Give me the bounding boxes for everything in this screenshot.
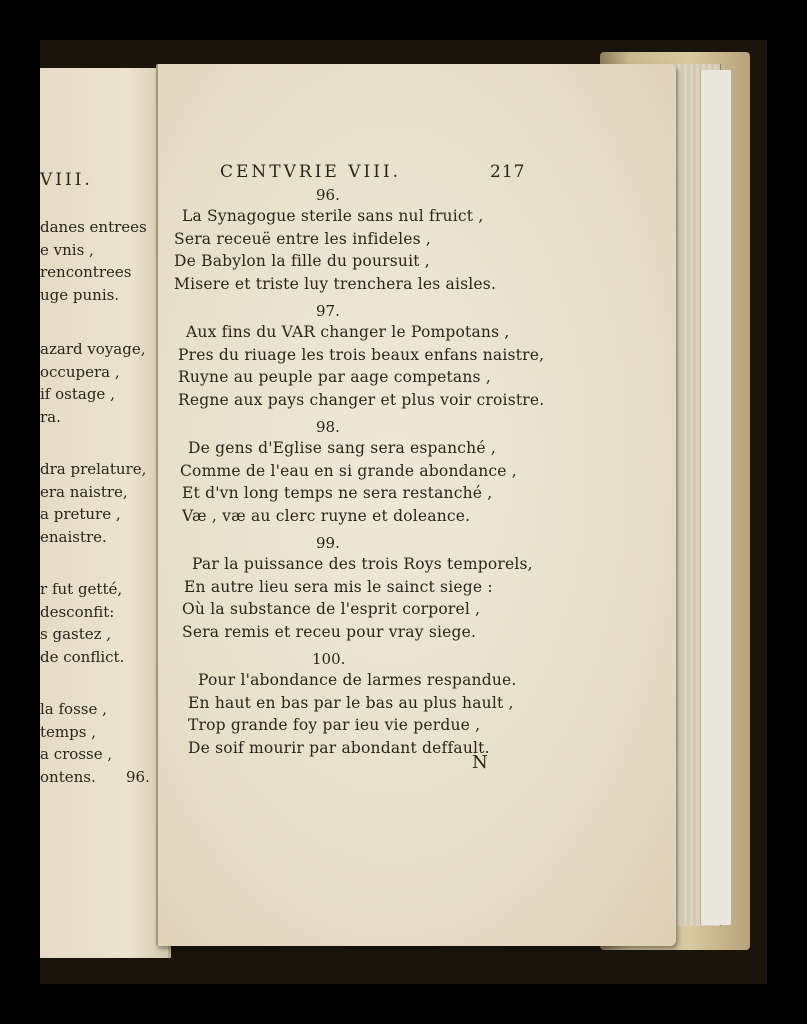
left-catchword: 96. bbox=[126, 768, 150, 786]
left-page-line: la fosse , bbox=[40, 700, 107, 718]
left-page-line: uge punis. bbox=[40, 285, 120, 304]
verse-line: Væ , væ au clerc ruyne et doleance. bbox=[182, 506, 471, 525]
endpaper bbox=[700, 70, 731, 925]
verse-line: Comme de l'eau en si grande abondance , bbox=[180, 461, 517, 480]
verse-line: La Synagogue sterile sans nul fruict , bbox=[182, 207, 484, 225]
verse-line: Aux fins du VAR changer le Pompotans , bbox=[186, 323, 510, 341]
verse-line: Sera receuë entre les infideles , bbox=[174, 229, 432, 248]
left-page-line: occupera , bbox=[40, 362, 120, 381]
verse-line: Pour l'abondance de larmes respandue. bbox=[198, 671, 517, 689]
quatrain-number: 96. bbox=[316, 186, 340, 204]
verse-line: Où la substance de l'esprit corporel , bbox=[182, 600, 481, 618]
verse-line: En haut en bas par le bas au plus hault , bbox=[188, 693, 514, 712]
left-page-line: if ostage , bbox=[40, 385, 115, 403]
left-page-line: de conflict. bbox=[40, 647, 125, 666]
left-page-line: rencontrees bbox=[40, 263, 132, 281]
left-page-line: desconfit: bbox=[40, 602, 115, 621]
verse-line: Misere et triste luy trenchera les aisles. bbox=[174, 274, 497, 293]
left-page-line: s gastez , bbox=[40, 625, 112, 643]
left-page-line: temps , bbox=[40, 722, 96, 741]
left-page-line: ontens. bbox=[40, 767, 96, 786]
verse-line: Regne aux pays changer et plus voir croistre. bbox=[178, 390, 545, 409]
left-page-line: a crosse , bbox=[40, 745, 113, 763]
left-page-line: dra prelature, bbox=[40, 460, 147, 478]
book-photo bbox=[40, 40, 767, 984]
right-page bbox=[156, 64, 676, 946]
left-page-line: e vnis , bbox=[40, 240, 94, 259]
left-page-line: era naistre, bbox=[40, 482, 128, 501]
verse-line: En autre lieu sera mis le sainct siege : bbox=[184, 577, 493, 596]
verse-line: Et d'vn long temps ne sera restanché , bbox=[182, 484, 493, 502]
quatrain-number: 99. bbox=[316, 534, 340, 552]
left-page-header: VIII. bbox=[40, 170, 93, 190]
verse-line: Par la puissance des trois Roys temporels, bbox=[192, 555, 533, 573]
left-page-line: enaistre. bbox=[40, 527, 107, 546]
verse-line: Sera remis et receu pour vray siege. bbox=[182, 622, 477, 641]
verse-line: De gens d'Eglise sang sera espanché , bbox=[188, 439, 496, 457]
verse-line: Ruyne au peuple par aage competans , bbox=[178, 368, 491, 386]
quatrain-number: 98. bbox=[316, 418, 340, 436]
left-page-line: ra. bbox=[40, 407, 61, 426]
left-page-line: r fut getté, bbox=[40, 580, 123, 598]
signature-mark: N bbox=[472, 752, 488, 773]
quatrain-number: 100. bbox=[312, 650, 346, 668]
verse-line: De soif mourir par abondant deffault. bbox=[188, 738, 490, 757]
page-header: CENTVRIE VIII. bbox=[220, 162, 402, 182]
verse-line: Pres du riuage les trois beaux enfans naistre, bbox=[178, 345, 545, 364]
quatrain-number: 97. bbox=[316, 302, 340, 320]
verse-line: Trop grande foy par ieu vie perdue , bbox=[188, 716, 481, 734]
verse-line: De Babylon la fille du poursuit , bbox=[174, 252, 430, 270]
left-page-line: azard voyage, bbox=[40, 340, 146, 358]
left-page bbox=[40, 68, 171, 958]
left-page-line: a preture , bbox=[40, 505, 121, 523]
page-number: 217 bbox=[490, 162, 526, 182]
left-page-line: danes entrees bbox=[40, 218, 147, 236]
